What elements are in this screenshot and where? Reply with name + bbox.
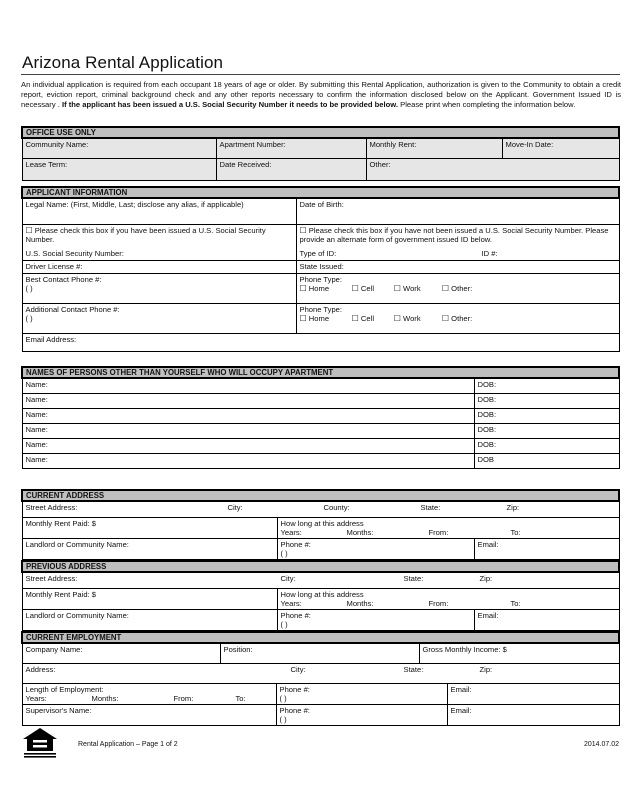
how-long-label: How long at this address [280, 589, 364, 599]
years-label: Years: [280, 598, 302, 608]
other-checkbox-icon[interactable]: ☐ [441, 283, 450, 293]
previous-address-header: PREVIOUS ADDRESS [22, 561, 619, 572]
applicant-information-table [21, 186, 620, 352]
state-label: State: [420, 503, 441, 512]
previous-landlord-email-field[interactable]: Email: [474, 609, 619, 630]
home-label: Home [308, 283, 330, 293]
other-checkbox-icon-2[interactable]: ☐ [441, 313, 450, 323]
state-label: State: [403, 574, 424, 583]
date-of-birth-field[interactable]: Date of Birth: [296, 198, 619, 224]
current-how-long-field[interactable] [277, 517, 619, 538]
phone-label: Phone #: [280, 610, 311, 620]
footer-version-date: 2014.07.02 [583, 741, 619, 748]
from-label: From: [173, 693, 194, 703]
current-address-header: CURRENT ADDRESS [22, 490, 619, 501]
previous-address-table [21, 560, 620, 631]
street-label: Street Address: [25, 574, 78, 583]
phone-area-code: ( ) [280, 619, 288, 629]
length-label: Length of Employment: [25, 684, 104, 694]
no-ssn-checkbox-icon[interactable]: ☐ [299, 225, 307, 235]
street-label: Street Address: [25, 503, 78, 512]
office-other-field[interactable]: Other: [366, 158, 619, 180]
date-received-field[interactable]: Date Received: [216, 158, 366, 180]
current-landlord-field[interactable]: Landlord or Community Name: [22, 538, 277, 559]
cell-checkbox-icon-2[interactable]: ☐ [351, 313, 359, 323]
other-label: Other: [451, 283, 473, 293]
occupant-dob-field[interactable]: DOB [474, 453, 619, 468]
city-label: City: [280, 574, 296, 583]
occupants-table [21, 366, 620, 469]
best-contact-area-code: ( ) [25, 283, 33, 293]
current-landlord-email-field[interactable]: Email: [474, 538, 619, 559]
position-field[interactable]: Position: [220, 643, 419, 663]
table-row [22, 453, 619, 468]
table-row [22, 438, 619, 453]
table-row [22, 423, 619, 438]
to-label: To: [510, 527, 521, 537]
occupant-name-field[interactable]: Name: [22, 408, 474, 423]
office-use-header: OFFICE USE ONLY [22, 127, 619, 138]
to-label: To: [235, 693, 246, 703]
months-label: Months: [346, 527, 374, 537]
city-label: City: [227, 503, 243, 512]
previous-rent-paid-field[interactable]: Monthly Rent Paid: $ [22, 588, 277, 609]
current-rent-paid-field[interactable]: Monthly Rent Paid: $ [22, 517, 277, 538]
work-label: Work [403, 283, 421, 293]
zip-label: Zip: [506, 503, 520, 512]
from-label: From: [428, 527, 449, 537]
occupants-header: NAMES OF PERSONS OTHER THAN YOURSELF WHO WILL OCCUPY APARTMENT [22, 367, 619, 378]
best-contact-phone-field[interactable] [22, 273, 296, 303]
applicant-information-header: APPLICANT INFORMATION [22, 187, 619, 198]
id-number-label: ID #: [481, 248, 498, 258]
from-label: From: [428, 598, 449, 608]
additional-contact-phone-type [296, 303, 619, 333]
city-label: City: [290, 664, 306, 674]
previous-how-long-field[interactable] [277, 588, 619, 609]
address-label: Address: [25, 664, 56, 674]
how-long-label: How long at this address [280, 518, 364, 528]
phone-area-code: ( ) [279, 693, 287, 703]
current-address-table [21, 489, 620, 560]
apartment-number-field[interactable]: Apartment Number: [216, 138, 366, 158]
months-label: Months: [91, 693, 119, 703]
months-label: Months: [346, 598, 374, 608]
ssn-issued-checkbox-icon[interactable]: ☐ [25, 225, 33, 235]
current-street-address-field[interactable] [22, 501, 619, 517]
supervisor-name-field[interactable]: Supervisor's Name: [22, 704, 276, 725]
previous-landlord-phone-field[interactable] [277, 609, 474, 630]
home-label-2: Home [308, 313, 330, 323]
work-checkbox-icon-2[interactable]: ☐ [393, 313, 401, 323]
employer-email-field[interactable]: Email: [447, 683, 619, 704]
lease-term-field[interactable]: Lease Term: [22, 158, 216, 180]
state-label: State: [403, 664, 424, 674]
id-type-label: Type of ID: [299, 248, 337, 258]
phone-type-label: Phone Type: [299, 274, 343, 284]
to-label: To: [510, 598, 521, 608]
ssn-field-label: U.S. Social Security Number: [25, 248, 124, 258]
page-title: Arizona Rental Application [22, 53, 224, 72]
current-employment-table [21, 631, 620, 726]
gross-income-field[interactable]: Gross Monthly Income: $ [419, 643, 619, 663]
community-name-field[interactable]: Community Name: [22, 138, 216, 158]
cell-label: Cell [360, 283, 375, 293]
occupant-name-field[interactable]: Name: [22, 393, 474, 408]
previous-landlord-field[interactable]: Landlord or Community Name: [22, 609, 277, 630]
phone-area-code: ( ) [280, 548, 288, 558]
table-row [22, 408, 619, 423]
phone-type-label-2: Phone Type: [299, 304, 343, 314]
occupant-dob-field[interactable]: DOB: [474, 438, 619, 453]
ssn-issued-cell[interactable] [22, 224, 296, 260]
ssn-issued-label: Please check this box if you have been issued a U.S. Social Security Number. [25, 225, 266, 244]
cell-checkbox-icon[interactable]: ☐ [351, 283, 359, 293]
occupant-dob-field[interactable]: DOB: [474, 408, 619, 423]
employer-address-field[interactable] [22, 663, 619, 683]
email-address-field[interactable]: Email Address: [22, 333, 619, 351]
intro-text: An individual application is required from each occupant 18 years of age or older. By submitting this Rental Application, authorization is given to the Community to obtain a credit report, eviction report, criminal background check and any other reports necessary to confirm the information disclosed below on the Applicant. Government Issued ID is necessary . [21, 80, 621, 110]
additional-contact-phone-field[interactable] [22, 303, 296, 333]
table-row [22, 393, 619, 408]
employer-phone-field[interactable] [276, 683, 447, 704]
occupant-dob-field[interactable]: DOB: [474, 423, 619, 438]
intro-print-notice: Please print when completing the information below. [400, 100, 576, 110]
best-contact-label: Best Contact Phone #: [25, 274, 102, 284]
best-contact-phone-type [296, 273, 619, 303]
zip-label: Zip: [479, 664, 493, 674]
supervisor-email-field[interactable]: Email: [447, 704, 619, 725]
intro-ssn-notice: If the applicant has been issued a U.S. Social Security Number it needs to be provided below. [61, 100, 398, 110]
length-of-employment-field[interactable] [22, 683, 276, 704]
years-label: Years: [25, 693, 47, 703]
phone-label: Phone #: [280, 539, 311, 549]
supervisor-phone-field[interactable] [276, 704, 447, 725]
occupant-name-field[interactable]: Name: [22, 453, 474, 468]
work-label-2: Work [403, 313, 421, 323]
table-row [22, 378, 619, 393]
phone-label: Phone #: [279, 684, 310, 694]
move-in-date-field[interactable]: Move-In Date: [502, 138, 619, 158]
driver-license-field[interactable]: Driver License #: [22, 260, 296, 273]
years-label: Years: [280, 527, 302, 537]
home-checkbox-icon[interactable]: ☐ [299, 283, 307, 293]
occupant-name-field[interactable]: Name: [22, 378, 474, 393]
office-use-table [21, 126, 620, 181]
work-checkbox-icon[interactable]: ☐ [393, 283, 401, 293]
other-label-2: Other: [451, 313, 473, 323]
legal-name-field[interactable]: Legal Name: (First, Middle, Last; disclose any alias, if applicable) [22, 198, 296, 224]
intro-paragraph [21, 80, 621, 111]
cell-label-2: Cell [360, 313, 375, 323]
additional-contact-area-code: ( ) [25, 313, 33, 323]
company-name-field[interactable]: Company Name: [22, 643, 220, 663]
no-ssn-cell[interactable] [296, 224, 619, 260]
state-issued-field[interactable]: State Issued: [296, 260, 619, 273]
zip-label: Zip: [479, 574, 493, 583]
occupant-dob-field[interactable]: DOB: [474, 378, 619, 393]
monthly-rent-field[interactable]: Monthly Rent: [366, 138, 502, 158]
phone-label: Phone #: [279, 705, 310, 715]
current-employment-header: CURRENT EMPLOYMENT [22, 632, 619, 643]
title-divider [21, 74, 620, 75]
county-label: County: [323, 503, 350, 512]
phone-area-code: ( ) [279, 714, 287, 724]
equal-housing-opportunity-icon [22, 727, 58, 759]
previous-street-address-field[interactable] [22, 572, 619, 588]
footer-page-label: Rental Application – Page 1 of 2 [78, 741, 178, 748]
occupant-name-field[interactable]: Name: [22, 423, 474, 438]
occupant-name-field[interactable]: Name: [22, 438, 474, 453]
no-ssn-label: Please check this box if you have not been issued a U.S. Social Security Number. Please provide an alternate form of government issued ID below. [299, 225, 609, 244]
additional-contact-label: Additional Contact Phone #: [25, 304, 120, 314]
occupant-dob-field[interactable]: DOB: [474, 393, 619, 408]
home-checkbox-icon-2[interactable]: ☐ [299, 313, 307, 323]
current-landlord-phone-field[interactable] [277, 538, 474, 559]
